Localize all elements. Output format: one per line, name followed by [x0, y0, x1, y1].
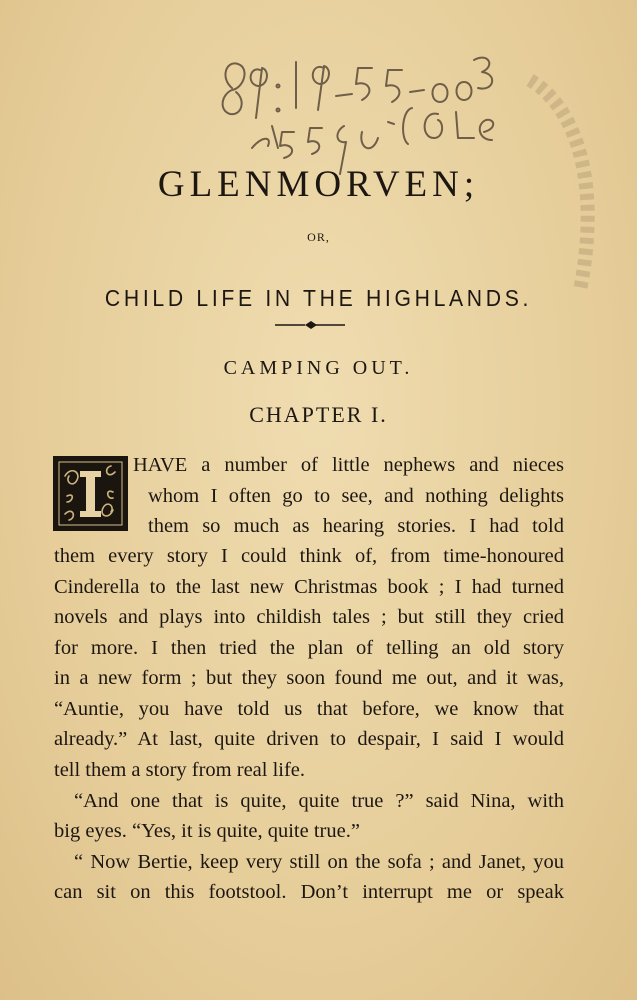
title-conjunction: OR, — [307, 230, 330, 244]
drop-cap-initial — [53, 456, 128, 531]
handwritten-annotation — [212, 48, 502, 178]
text-line: them every story I could think of, from time-honoured — [54, 545, 564, 567]
book-title: GLENMORVEN; — [157, 164, 480, 205]
text-line: “ Now Bertie, keep very still on the sofa ; and Janet, you — [74, 851, 564, 873]
text-line: for more. I then tried the plan of telling an old story — [54, 637, 564, 659]
text-line: them so much as hearing stories. I had told — [148, 515, 564, 537]
chapter-heading: CHAPTER I. — [249, 402, 388, 427]
text-line: Cinderella to the last new Christmas book ; I had turned — [54, 576, 564, 598]
text-line: whom I often go to see, and nothing delights — [148, 485, 564, 507]
text-line: “And one that is quite, quite true ?” said Nina, with — [74, 790, 564, 812]
section-heading: CAMPING OUT. — [223, 357, 414, 379]
text-line: can sit on this footstool. Don’t interrupt me or speak — [54, 881, 564, 903]
divider-ornament — [275, 318, 345, 332]
text-line: already.” At last, quite driven to despair, I said I would — [54, 728, 564, 750]
text-line: HAVE a number of little nephews and nieces — [133, 454, 564, 476]
text-line: “Auntie, you have told us that before, we know that — [54, 698, 564, 720]
text-line: in a new form ; but they soon found me out, and it was, — [54, 667, 564, 689]
text-line: big eyes. “Yes, it is quite, quite true.” — [54, 820, 360, 842]
text-line: tell them a story from real life. — [54, 759, 306, 781]
book-subtitle: CHILD LIFE IN THE HIGHLANDS. — [104, 285, 533, 312]
text-line: novels and plays into childish tales ; but still they cried — [54, 606, 564, 628]
